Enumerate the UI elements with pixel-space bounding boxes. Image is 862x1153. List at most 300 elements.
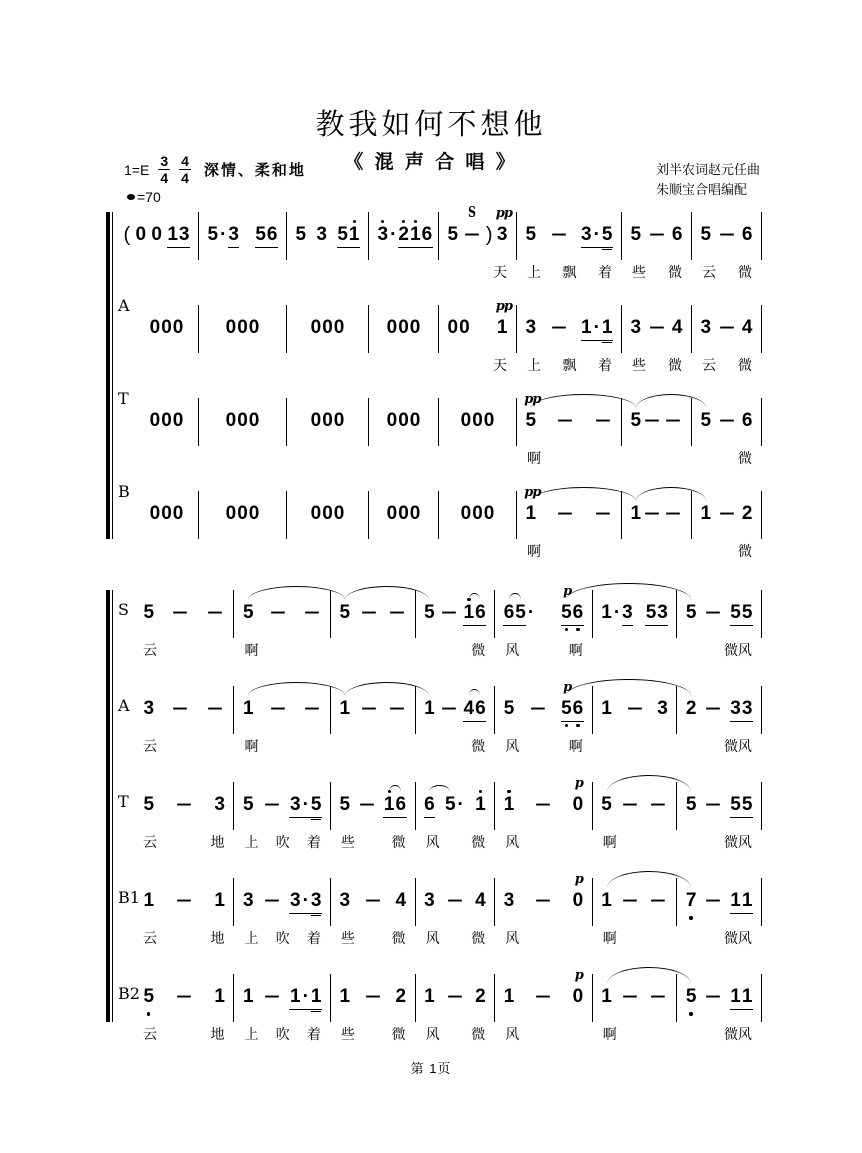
slur-arc xyxy=(345,682,430,696)
beat-group xyxy=(207,225,239,248)
lyric: 微风 xyxy=(723,738,752,754)
measure xyxy=(416,878,496,926)
lyric: 微 xyxy=(471,930,486,946)
lyric-measure xyxy=(115,736,234,756)
lyric: 微风 xyxy=(723,930,752,946)
dynamic-p: p xyxy=(563,679,572,695)
lyric-measure xyxy=(439,541,517,561)
beat-group xyxy=(730,891,753,914)
note-5: 5 xyxy=(143,986,155,1007)
dash-note: — xyxy=(173,602,187,623)
staff-row-t xyxy=(115,766,762,862)
lyric-measure xyxy=(622,448,692,468)
lyric: 微 xyxy=(668,357,682,373)
lyric: 些 xyxy=(340,834,355,850)
rest-note: 0 xyxy=(386,410,398,431)
dash-note: — xyxy=(551,317,566,338)
voice-label: A xyxy=(118,696,130,715)
lyric-measure xyxy=(692,262,762,282)
dynamic-p: p xyxy=(574,872,583,887)
dash-note: — xyxy=(365,890,380,911)
rest-note: 0 xyxy=(333,317,345,338)
rest-note: 0 xyxy=(310,317,322,338)
note-1: 1 xyxy=(741,891,753,914)
system-rows xyxy=(115,574,762,1054)
note-6: 6 xyxy=(503,603,515,626)
dynamic-p: p xyxy=(563,583,572,599)
note-6: 6 xyxy=(572,603,584,626)
beat-group xyxy=(242,891,254,913)
note-1: 1 xyxy=(601,601,612,623)
dash-note: — xyxy=(208,698,223,719)
lyric: 啊 xyxy=(568,642,583,658)
lyric-measure xyxy=(115,262,199,282)
beat-group xyxy=(620,987,640,1009)
beat-group xyxy=(620,891,640,913)
note-6: 6 xyxy=(424,795,436,818)
dash-note: — xyxy=(551,224,566,245)
dash-note: — xyxy=(442,602,456,623)
beat-group xyxy=(495,206,512,247)
note-1: 1 xyxy=(424,986,435,1007)
note-6: 6 xyxy=(475,699,487,722)
lyric-measure xyxy=(495,1024,593,1044)
beat-group xyxy=(630,411,642,433)
beat-group xyxy=(447,318,470,340)
lyric: 微 xyxy=(471,642,486,658)
beat-group xyxy=(363,987,383,1009)
note-6: 6 xyxy=(475,603,487,626)
lyric-measure xyxy=(331,736,416,756)
lyric-measure xyxy=(416,1024,496,1044)
beat-group xyxy=(167,225,190,248)
beat-group xyxy=(700,225,712,247)
measure xyxy=(369,491,439,539)
measure xyxy=(517,305,622,353)
rest-note: 0 xyxy=(322,503,333,524)
lyric: 云 xyxy=(143,1026,157,1042)
note-6: 6 xyxy=(741,410,753,431)
note-1: 1 xyxy=(581,318,593,341)
note-5: 5 xyxy=(741,603,753,626)
dash-note: — xyxy=(448,890,462,911)
beat-group xyxy=(242,795,254,817)
lyric-measure xyxy=(622,355,692,375)
beat-group xyxy=(503,795,515,817)
system-rows xyxy=(115,196,762,568)
beat-group xyxy=(561,583,584,626)
beat-group xyxy=(524,485,541,526)
lyric: 上 xyxy=(244,1026,259,1042)
measure xyxy=(234,878,331,926)
beat-group xyxy=(424,987,436,1009)
beat-group xyxy=(395,891,407,913)
measure xyxy=(622,305,692,353)
staff-row-a xyxy=(115,289,762,382)
beat-group xyxy=(463,603,486,626)
rest-note: 0 xyxy=(310,503,322,524)
beat-group xyxy=(289,795,321,818)
note-1: 1 xyxy=(601,890,612,911)
lyrics-line xyxy=(115,832,762,852)
note-5: 5 xyxy=(685,602,697,623)
dash-note: — xyxy=(361,602,376,623)
lyrics-line xyxy=(115,640,762,660)
augmentation-dot: · xyxy=(527,601,535,623)
beat-group xyxy=(363,891,383,913)
beat-group xyxy=(601,987,613,1009)
beat-group xyxy=(561,679,584,722)
beat-group xyxy=(386,318,421,340)
note-5: 5 xyxy=(444,794,456,815)
beat-group xyxy=(642,411,662,433)
note-5: 5 xyxy=(503,698,515,719)
lyric-measure xyxy=(416,640,496,660)
dash-note: — xyxy=(389,698,404,719)
rest-note: 0 xyxy=(149,410,161,431)
beat-group xyxy=(302,603,322,625)
beat-group xyxy=(316,225,328,247)
beat-group xyxy=(703,891,723,913)
note-4: 4 xyxy=(463,699,475,722)
lyric: 微 xyxy=(391,930,406,946)
measure xyxy=(369,398,439,446)
beat-group xyxy=(460,411,495,433)
rest-note: 0 xyxy=(409,503,421,524)
lyric-measure xyxy=(234,736,331,756)
note-3: 3 xyxy=(289,891,301,914)
beat-group xyxy=(601,699,613,721)
measure xyxy=(234,974,331,1022)
lyric: 天 xyxy=(493,357,507,373)
dynamic-p: p xyxy=(574,968,583,983)
dynamic-pp: pp xyxy=(495,206,512,221)
dash-note: — xyxy=(442,698,456,719)
beat-group xyxy=(572,872,584,913)
lyric-measure xyxy=(517,541,622,561)
rest-note: 0 xyxy=(248,410,260,431)
staff-row-a xyxy=(115,670,762,766)
note-3: 3 xyxy=(741,699,753,722)
note-5: 5 xyxy=(730,603,742,626)
lyric: 上 xyxy=(527,264,541,280)
note-6: 6 xyxy=(266,225,278,248)
dash-note: — xyxy=(651,794,666,815)
beat-group xyxy=(395,987,407,1009)
measure xyxy=(199,491,287,539)
rest-note: 0 xyxy=(483,410,495,431)
note-1: 1 xyxy=(503,794,515,815)
note-3: 3 xyxy=(503,890,515,911)
lyric: 微 xyxy=(471,738,486,754)
beat-group xyxy=(174,795,194,817)
rest-note: 0 xyxy=(322,410,333,431)
subtitle-chorus-type: 《 混 声 合 唱 》 xyxy=(344,152,518,173)
beat-group xyxy=(445,891,465,913)
dash-note: — xyxy=(719,317,734,338)
beat-group xyxy=(648,891,668,913)
dash-note: — xyxy=(271,698,285,719)
measure xyxy=(287,305,369,353)
beat-group xyxy=(700,318,712,340)
measure xyxy=(199,212,287,260)
lyric-measure xyxy=(692,541,762,561)
lyric-measure xyxy=(495,928,593,948)
note-1: 1 xyxy=(289,987,301,1010)
lyric: 风 xyxy=(425,930,440,946)
lyric-measure xyxy=(287,262,369,282)
lyric: 着 xyxy=(598,357,612,373)
slur-arc xyxy=(636,394,706,408)
beat-group xyxy=(601,603,633,626)
beat-group xyxy=(445,987,465,1009)
beat-group xyxy=(717,225,737,247)
lyric: 些 xyxy=(340,1026,355,1042)
rest-note: 0 xyxy=(172,410,184,431)
beat-group xyxy=(143,603,155,625)
dash-note: — xyxy=(361,698,376,719)
augmentation-dot: · xyxy=(301,795,310,818)
lyric: 上 xyxy=(244,834,259,850)
lyric: 云 xyxy=(702,264,716,280)
beat-group xyxy=(143,987,155,1009)
beat-group xyxy=(383,795,406,818)
lyric: 微 xyxy=(738,543,752,559)
beat-group xyxy=(225,318,260,340)
slur-arc xyxy=(566,679,691,696)
dash-note: — xyxy=(448,986,462,1007)
rest-note: 0 xyxy=(225,503,237,524)
dynamic-pp: pp xyxy=(524,392,541,407)
beat-group xyxy=(555,504,575,526)
dash-note: — xyxy=(666,410,680,431)
page-title: 教我如何不想他 xyxy=(315,107,547,141)
lyrics-line xyxy=(115,355,762,375)
lyric: 啊 xyxy=(244,738,259,754)
time-signature-2: $\frac{4}{4}$ xyxy=(181,153,189,187)
lyric: 微 xyxy=(471,1026,486,1042)
lyric-measure xyxy=(234,640,331,660)
dash-note: — xyxy=(651,890,666,911)
dash-note: — xyxy=(623,794,638,815)
note-5: 5 xyxy=(337,225,349,248)
beat-group xyxy=(462,203,482,247)
lyric-measure xyxy=(593,640,678,660)
note-2: 2 xyxy=(398,225,410,248)
lyric-measure xyxy=(115,355,199,375)
rest-note: 0 xyxy=(460,410,472,431)
beat-group xyxy=(533,891,553,913)
lyrics-line xyxy=(115,1024,762,1044)
lyric-measure xyxy=(593,736,678,756)
beat-group xyxy=(671,318,683,340)
measure xyxy=(331,878,416,926)
staff-row-b xyxy=(115,475,762,568)
rest-note: 0 xyxy=(459,317,470,338)
beat-group xyxy=(525,318,537,340)
measure xyxy=(115,686,234,734)
measure xyxy=(369,305,439,353)
note-5: 5 xyxy=(685,986,697,1007)
beat-group xyxy=(703,699,723,721)
beat-group xyxy=(503,699,515,721)
beat-group xyxy=(214,795,226,817)
rest-note: 0 xyxy=(172,317,184,338)
note-1: 1 xyxy=(741,987,753,1010)
rest-note: 0 xyxy=(333,410,345,431)
lyrics-line xyxy=(115,448,762,468)
lyric: 风 xyxy=(505,930,520,946)
note-2: 2 xyxy=(475,986,486,1007)
beat-group xyxy=(647,318,667,340)
lyric: 微 xyxy=(391,834,406,850)
beat-group xyxy=(741,411,753,433)
note-3: 3 xyxy=(289,795,301,818)
beat-group xyxy=(593,411,613,433)
note-5: 5 xyxy=(207,223,219,245)
voice-label: A xyxy=(118,296,130,315)
note-1: 1 xyxy=(601,698,612,719)
rest-note: 0 xyxy=(447,317,459,338)
beat-group xyxy=(386,411,421,433)
beat-group xyxy=(581,225,613,248)
lyric: 微 xyxy=(668,264,682,280)
beat-group xyxy=(593,504,613,526)
lyric-measure xyxy=(677,736,762,756)
beat-group xyxy=(339,699,351,721)
note-3: 3 pp xyxy=(495,206,512,245)
measure xyxy=(287,491,369,539)
measure xyxy=(692,305,762,353)
rest-note: 0 xyxy=(225,410,237,431)
beat-group xyxy=(700,411,712,433)
note-5: 5 xyxy=(295,224,307,245)
dash-note: — xyxy=(623,986,638,1007)
beat-group xyxy=(503,891,515,913)
lyric: 地 xyxy=(210,834,225,850)
voice-label: B1 xyxy=(118,888,140,907)
augmentation-dot: · xyxy=(301,891,310,914)
dash-note: — xyxy=(530,698,545,719)
note-5: 5 xyxy=(515,603,527,626)
beat-group xyxy=(703,795,723,817)
beat-group xyxy=(357,795,377,817)
beat-group xyxy=(310,504,345,526)
rest-note: 0 xyxy=(409,317,421,338)
dash-note: — xyxy=(706,602,721,623)
beat-group xyxy=(525,225,537,247)
note-5: 5 xyxy=(741,795,753,818)
note-1: 1 xyxy=(475,794,486,815)
note-1: 1 xyxy=(630,503,642,524)
lyric-measure xyxy=(115,640,234,660)
beat-group xyxy=(205,603,225,625)
beat-group xyxy=(730,699,753,722)
slur-arc xyxy=(509,593,521,600)
rest-note: 0 xyxy=(151,224,162,245)
note-1: 1 xyxy=(601,318,613,341)
dash-note: — xyxy=(177,986,192,1007)
beat-group xyxy=(387,699,407,721)
beat-group xyxy=(310,411,345,433)
augmentation-dot: · xyxy=(301,987,310,1010)
measure xyxy=(115,782,234,830)
augmentation-dot: · xyxy=(457,794,464,815)
dynamic-p: p xyxy=(574,776,583,791)
note-5: 5 xyxy=(310,795,322,818)
augmentation-dot: · xyxy=(390,224,397,245)
beat-group xyxy=(648,795,668,817)
lyric: 啊 xyxy=(527,543,541,559)
beat-group xyxy=(572,968,584,1009)
rest-note: 0 xyxy=(248,317,260,338)
composer-credits xyxy=(656,160,760,200)
lyrics-line xyxy=(115,541,762,561)
beat-group xyxy=(377,225,398,247)
beat-group xyxy=(447,225,459,247)
beat-group xyxy=(262,987,282,1009)
lyric-measure xyxy=(369,355,439,375)
beat-group xyxy=(262,891,282,913)
beat-group xyxy=(685,987,697,1009)
dash-note: — xyxy=(264,794,279,815)
note-6: 6 xyxy=(421,225,433,248)
beat-group xyxy=(143,699,155,721)
note-3: 3 xyxy=(622,603,634,626)
augmentation-dot: · xyxy=(613,601,621,623)
beat-group xyxy=(424,603,436,625)
dash-note: — xyxy=(623,890,638,911)
note-5: 5 xyxy=(447,224,459,245)
expression-marking: 深情、柔和地 xyxy=(203,162,306,180)
note-1: 1 xyxy=(463,603,475,626)
beat-group xyxy=(439,699,459,721)
note-5: 5 xyxy=(242,794,254,815)
lyric: 云 xyxy=(143,642,157,658)
beat-group xyxy=(149,411,184,433)
slur-arc xyxy=(531,487,636,501)
beat-group xyxy=(717,318,737,340)
slur-arc xyxy=(531,394,636,408)
lyrics-line xyxy=(115,736,762,756)
lyric-measure xyxy=(115,832,234,852)
rest-note: 0 p xyxy=(572,776,584,815)
measure xyxy=(495,872,593,926)
voice-label: B2 xyxy=(118,984,140,1003)
beat-group xyxy=(730,603,753,626)
dash-note: — xyxy=(557,503,572,524)
lyric: 地 xyxy=(210,930,225,946)
measure xyxy=(287,212,369,260)
dash-note: — xyxy=(536,794,551,815)
dash-note: — xyxy=(173,698,187,719)
slur-arc xyxy=(607,775,692,792)
beat-group xyxy=(475,891,487,913)
beat-group xyxy=(398,225,433,248)
note-4: 4 xyxy=(741,317,753,338)
beat-group xyxy=(255,225,278,248)
lyric-measure xyxy=(593,1024,678,1044)
lyric: 微风 xyxy=(723,1026,752,1042)
beat-group xyxy=(671,225,683,247)
note-6: 6 xyxy=(395,795,407,818)
lyric-measure xyxy=(287,541,369,561)
lyric: 飘 xyxy=(562,264,577,280)
dash-note: — xyxy=(536,890,551,911)
dash-note: — xyxy=(706,794,721,815)
beat-group xyxy=(214,987,226,1009)
beat-group xyxy=(424,699,436,721)
